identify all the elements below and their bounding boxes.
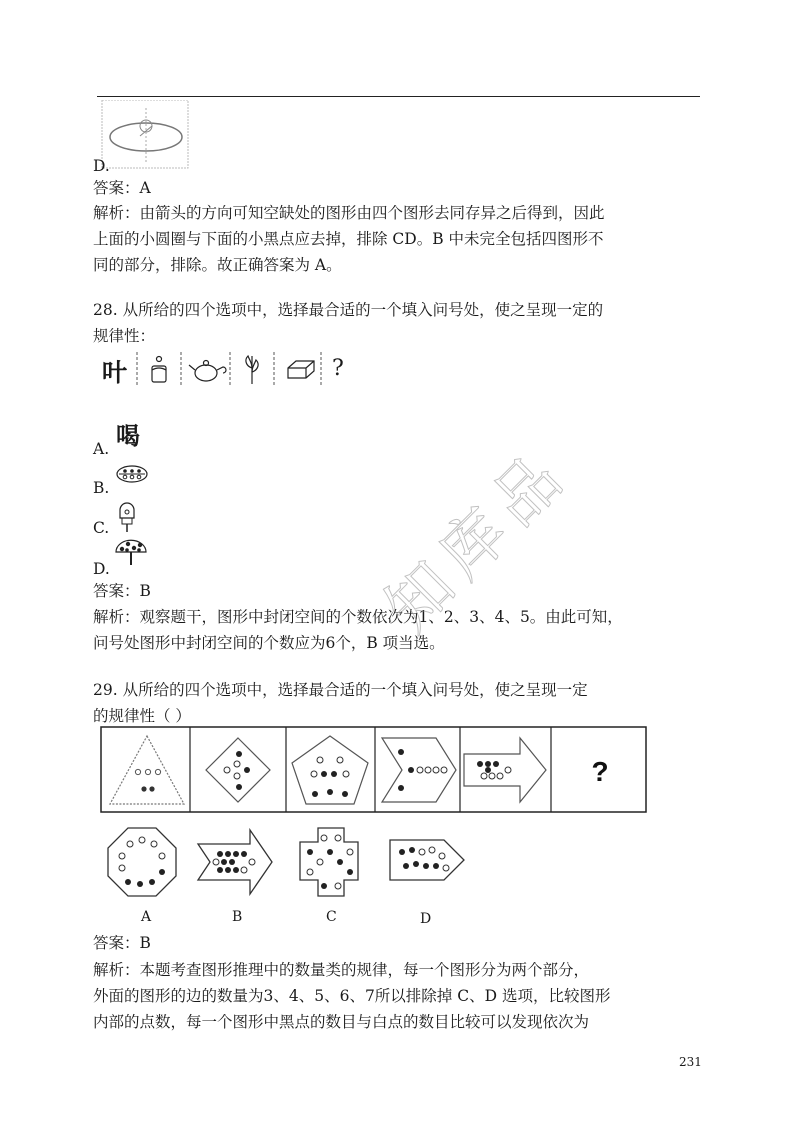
q29-option-c-label: C	[326, 909, 337, 925]
q29-question-line-2: 的规律性（ ）	[93, 707, 191, 725]
q28-analysis-line-2: 问号处图形中封闭空间的个数应为6个，B 项当选。	[93, 634, 445, 652]
svg-text:知: 知	[372, 548, 470, 647]
q27-analysis-line-3: 同的部分，排除。故正确答案为 A。	[93, 256, 342, 274]
q29-question-line-1: 29. 从所给的四个选项中，选择最合适的一个填入问号处，使之呈现一定	[93, 681, 588, 699]
header-rule	[97, 96, 700, 97]
q28-option-b-figure	[114, 464, 150, 484]
svg-text:品: 品	[478, 442, 577, 541]
q29-option-b-label: B	[232, 909, 243, 925]
q28-question-line-1: 28. 从所给的四个选项中，选择最合适的一个填入问号处，使之呈现一定的	[93, 301, 604, 319]
q28-option-a-char: 喝	[116, 421, 140, 450]
page-number: 231	[679, 1055, 702, 1069]
q27-option-d-label: D.	[93, 157, 110, 175]
q29-analysis-line-3: 内部的点数，每一个图形中黑点的数目与白点的数目比较可以发现依次为	[93, 1013, 590, 1031]
q29-options-figure	[100, 822, 470, 902]
q29-answer: 答案：B	[93, 934, 151, 952]
q28-analysis-line-1: 解析：观察题干，图形中封闭空间的个数依次为1、2、3、4、5。由此可知，	[93, 608, 623, 626]
q28-sequence-char: 叶	[102, 358, 128, 387]
q27-option-d-figure	[100, 100, 192, 170]
q27-analysis-line-2: 上面的小圆圈与下面的小黑点应去掉，排除 CD。B 中未完全包括四图形不	[93, 230, 604, 248]
q28-option-b-label: B.	[93, 479, 110, 497]
q28-sequence-figure	[96, 350, 366, 390]
q28-option-d-figure	[112, 538, 152, 568]
q28-option-c-label: C.	[93, 519, 110, 537]
svg-text:?: ?	[591, 756, 609, 787]
q29-analysis-line-2: 外面的图形的边的数量为3、4、5、6、7所以排除掉 C、D 选项，比较图形	[93, 987, 611, 1005]
q29-analysis-line-1: 解析：本题考查图形推理中的数量类的规律，每一个图形分为两个部分，	[93, 961, 590, 979]
q27-answer: 答案：A	[93, 179, 151, 197]
q28-option-d-label: D.	[93, 560, 110, 578]
q28-option-c-figure	[112, 500, 142, 534]
svg-text:库: 库	[425, 495, 524, 594]
q28-option-a-label: A.	[93, 440, 110, 458]
q27-analysis-line-1: 解析：由箭头的方向可知空缺处的图形由四个图形去同存异之后得到，因此	[93, 204, 605, 222]
q29-option-d-label: D	[420, 911, 432, 927]
q28-answer: 答案：B	[93, 582, 151, 600]
q28-sequence-question-mark: ?	[332, 356, 344, 381]
q29-sequence-figure	[100, 726, 648, 814]
q29-option-a-label: A	[141, 909, 152, 925]
q28-question-line-2: 规律性：	[93, 327, 156, 345]
